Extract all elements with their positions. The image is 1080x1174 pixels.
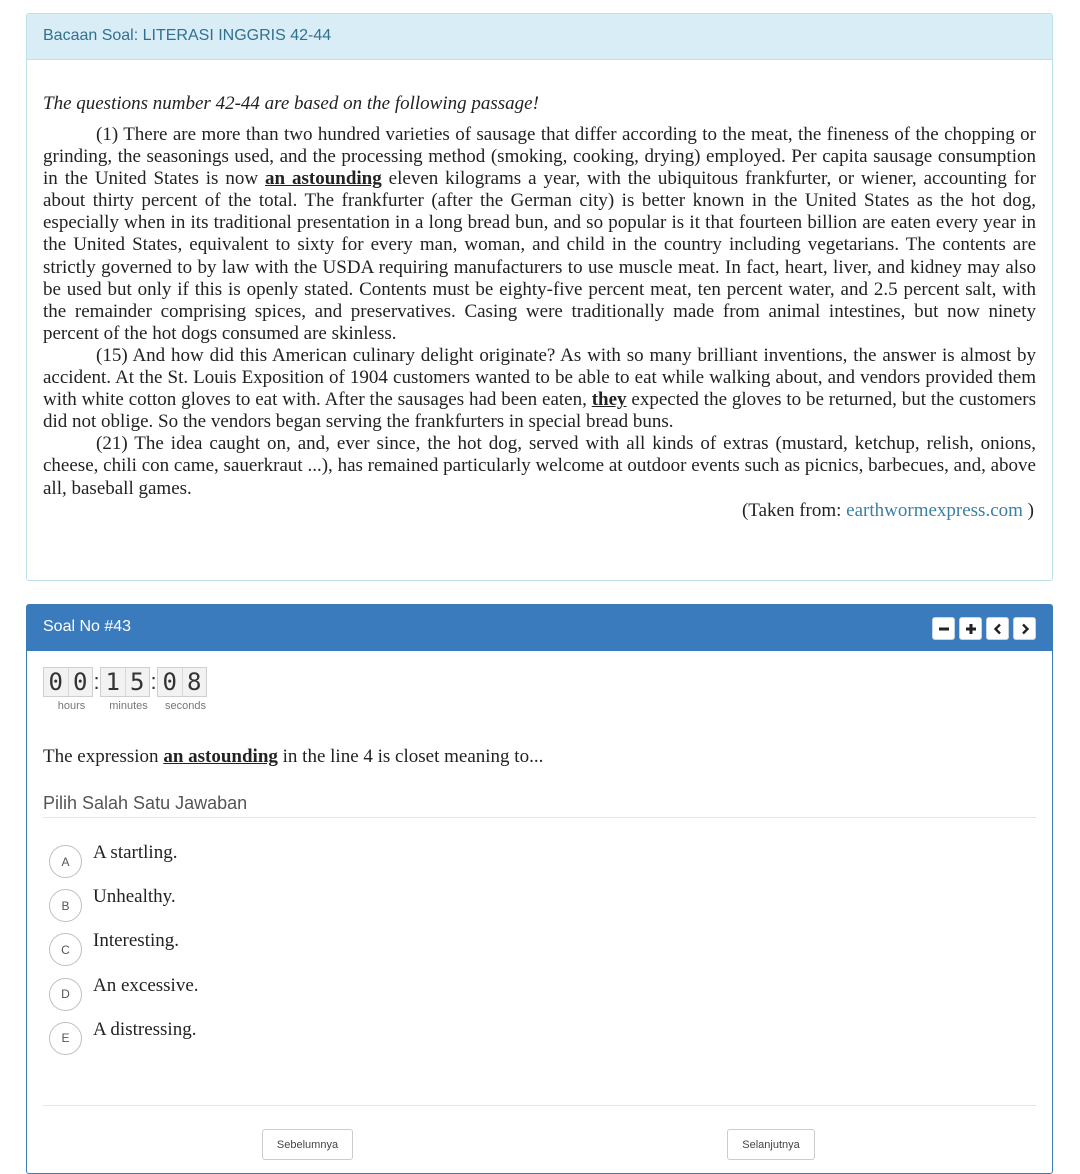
timer-separator: : (93, 669, 100, 694)
panel-toolbar (932, 617, 1036, 640)
timer-hours: 0 0 (43, 667, 93, 697)
timer-minutes: 1 5 (100, 667, 150, 697)
increase-font-button[interactable] (959, 617, 982, 640)
timer-label-seconds: seconds (165, 700, 206, 712)
question-underlined-phrase: an astounding (163, 746, 278, 767)
previous-button[interactable]: Sebelumnya (262, 1129, 353, 1160)
timer-separator: : (150, 669, 157, 694)
footer-divider (43, 1105, 1036, 1106)
question-number: Soal No #43 (43, 618, 132, 635)
choose-answer-label: Pilih Salah Satu Jawaban (43, 793, 1036, 818)
passage-panel-title: Bacaan Soal: LITERASI INGGRIS 42-44 (27, 14, 1052, 60)
minus-icon (938, 623, 950, 635)
question-panel (26, 604, 1053, 1174)
countdown-timer (43, 667, 214, 712)
passage-panel (26, 13, 1053, 581)
plus-icon (965, 623, 977, 635)
option-text[interactable]: An excessive. (93, 974, 199, 996)
option-radio[interactable]: D (49, 978, 82, 1011)
option-text[interactable]: Unhealthy. (93, 886, 176, 908)
passage-source: (Taken from: earthwormexpress.com ) (741, 499, 1034, 521)
underlined-phrase: an astounding (265, 168, 382, 190)
passage-paragraph-3: (21) The idea caught on, and, ever since, the hot dog, served with all kinds of extras (mustard, ketchup, relish, onions, cheese, chili con came, sauerkraut ...), has remained particularly welcome at outdoor events such as picnics, barbecues, and, above all, baseball games. (43, 433, 1036, 499)
option-radio[interactable]: A (49, 845, 82, 878)
timer-seconds: 0 8 (157, 667, 207, 697)
option-radio[interactable]: B (49, 889, 82, 922)
source-link[interactable]: earthwormexpress.com (846, 499, 1023, 521)
timer-label-hours: hours (57, 700, 86, 712)
option-text[interactable]: A startling. (93, 842, 178, 863)
question-panel-header (27, 605, 1052, 651)
option-radio[interactable]: C (49, 933, 82, 966)
underlined-word: they (591, 389, 627, 411)
next-button[interactable]: Selanjutnya (727, 1129, 815, 1160)
passage-intro: The questions number 42-44 are based on the following passage! (43, 93, 539, 114)
decrease-font-button[interactable] (932, 617, 955, 640)
next-question-button[interactable] (1013, 617, 1036, 640)
option-text[interactable]: Interesting. (93, 930, 180, 952)
passage-paragraph-1: (1) There are more than two hundred varieties of sausage that differ according to the meat, the fineness of the chopping or grinding, the seasonings used, and the processing method (smoking, cooking, drying) employed. Per capita sausage consumption in the United States is now an astounding eleven kilograms a year, with the ubiquitous frankfurter, or wiener, accounting for about thirty percent of the total. The frankfurter (after the German city) is better known in the United States as the hot dog, especially when in its traditional presentation in a long bread bun, and so popular is it that fourteen billion are eaten every year in the United States, equivalent to sixty for every man, woman, and child in the country including vegetarians. The contents are strictly governed to by law with the USDA requiring manufacturers to use muscle meat. In fact, heart, liver, and kidney may also be used but only if this is openly stated. Contents must be eighty-five percent meat, ten percent water, and 2.5 percent salt, with the remainder comprising spices, and preservatives. Casing were traditionally made from animal intestines, but now ninety percent of the hot dogs consumed are skinless. (43, 124, 1036, 344)
chevron-left-icon (992, 623, 1004, 635)
chevron-right-icon (1019, 623, 1031, 635)
option-text[interactable]: A distressing. (93, 1018, 197, 1040)
option-radio[interactable]: E (49, 1022, 82, 1055)
passage-paragraph-2: (15) And how did this American culinary delight originate? As with so many brilliant inventions, the answer is almost by accident. At the St. Louis Exposition of 1904 customers wanted to be able to eat while walking about, and vendors provided them with white cotton gloves to eat with. After the sausages had been eaten, they expected the gloves to be returned, but the customers did not oblige. So the vendors began serving the frankfurters in special bread buns. (43, 344, 1036, 433)
passage-body (27, 60, 1052, 522)
previous-question-button[interactable] (986, 617, 1009, 640)
question-text: The expression an astounding in the line 4 is closet meaning to... (43, 746, 544, 767)
timer-label-minutes: minutes (109, 700, 148, 712)
